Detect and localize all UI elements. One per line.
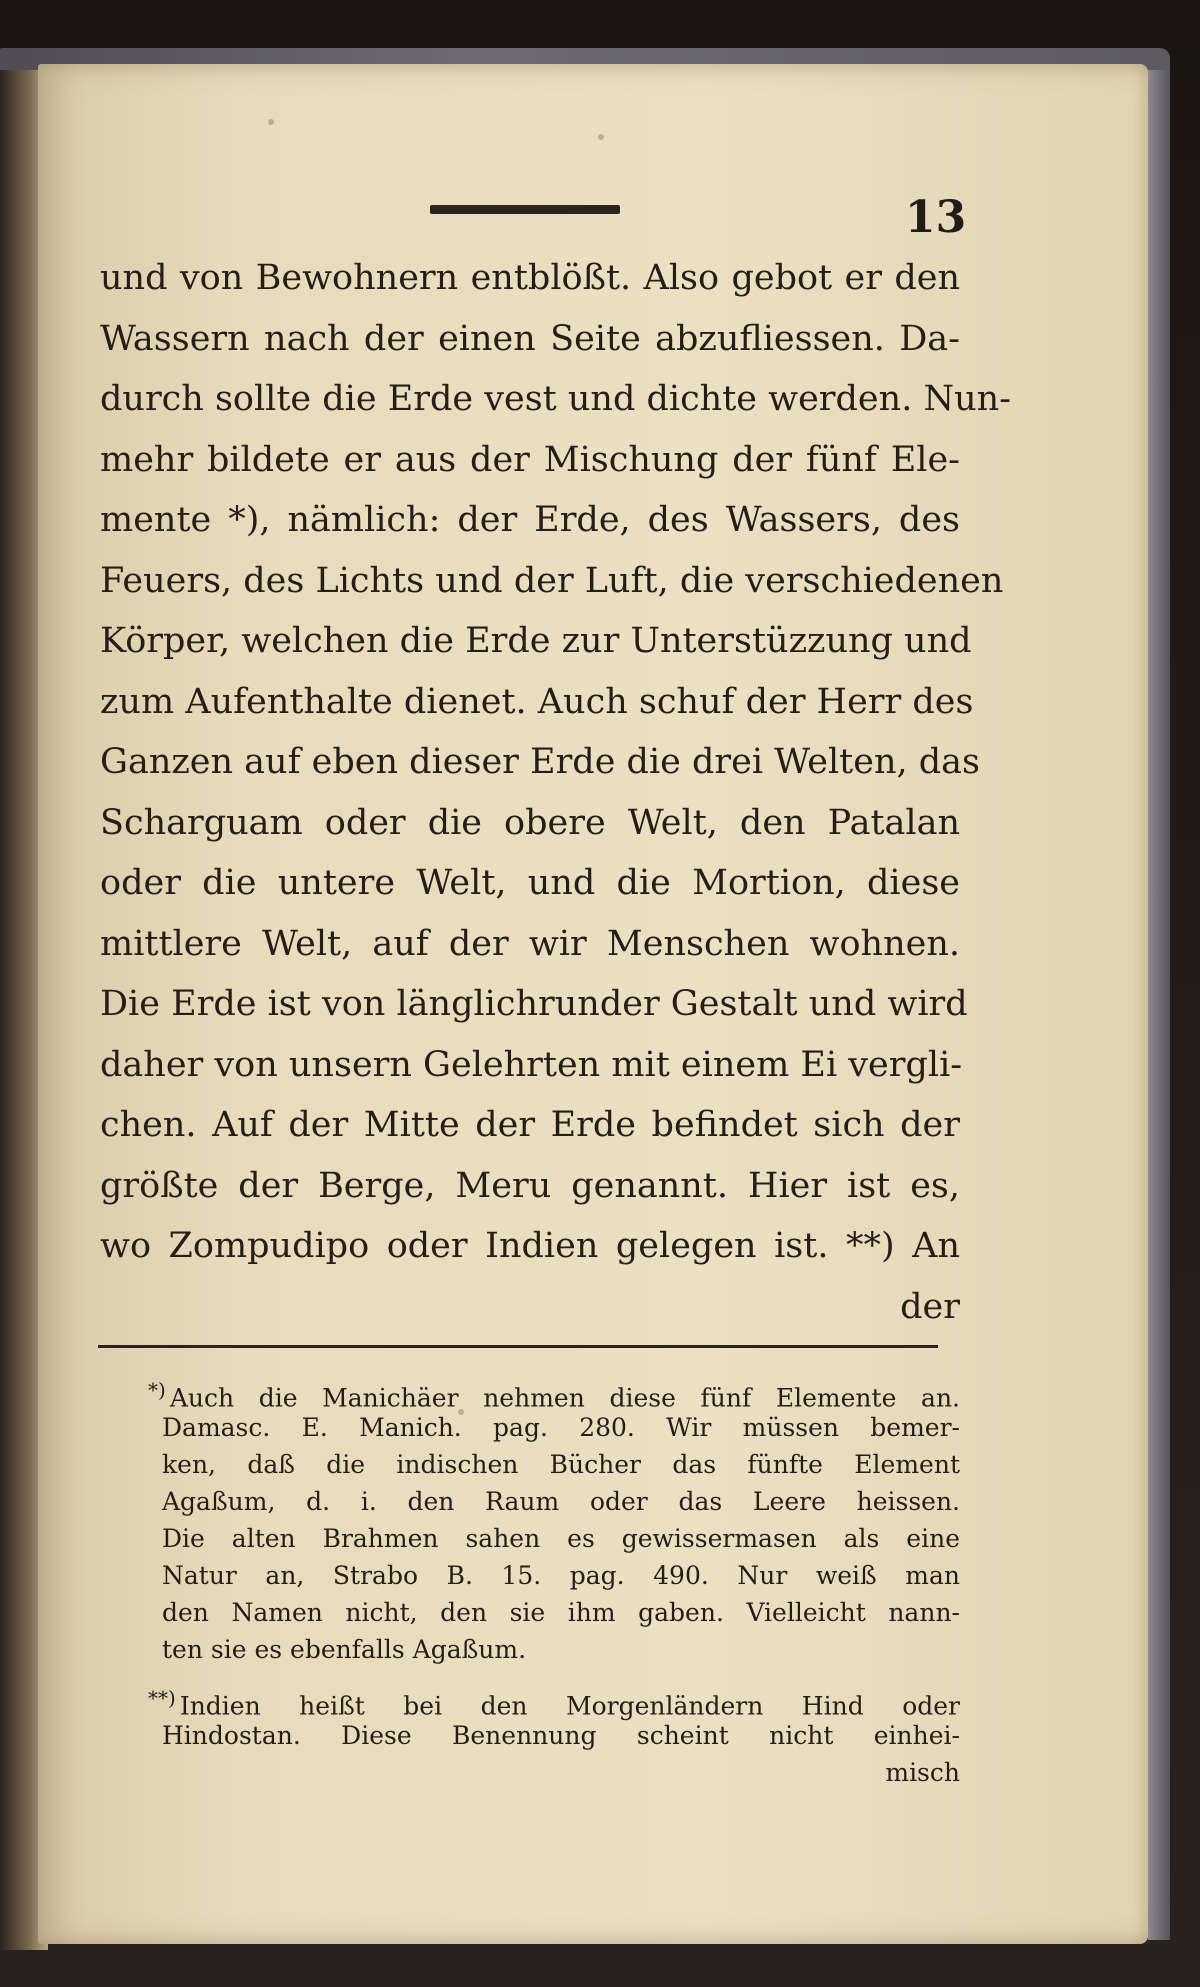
footnote-line xyxy=(100,1680,960,1721)
body-line: daher von unsern Gelehrten mit einem Ei vergli- xyxy=(100,1044,963,1085)
body-line: chen. Auf der Mitte der Erde befindet sich der xyxy=(100,1105,960,1145)
footnote-line: Hindostan. Diese Benennung scheint nicht einhei- xyxy=(162,1721,960,1750)
body-line: Scharguam oder die obere Welt, den Patalan xyxy=(100,802,960,843)
footnote-marker: **) xyxy=(148,1686,176,1710)
body-line: mittlere Welt, auf der wir Menschen wohnen. xyxy=(100,923,960,964)
body-line: Körper, welchen die Erde zur Unterstüzzung und xyxy=(100,621,972,661)
foxing-spot xyxy=(268,119,274,125)
footnote-separator xyxy=(98,1345,938,1348)
header-ornament-rule xyxy=(430,205,620,214)
catchword: der xyxy=(900,1286,960,1327)
body-text xyxy=(100,248,1011,1337)
body-line: oder die untere Welt, und die Mortion, diese xyxy=(100,863,960,903)
footnote-text: Indien heißt bei den Morgenländern Hind oder xyxy=(179,1691,960,1721)
footnote-line xyxy=(100,1372,960,1413)
body-line: durch sollte die Erde vest und dichte werden. Nun- xyxy=(100,379,1011,419)
footnote-1 xyxy=(100,1372,960,1668)
footnote-line: Die alten Brahmen sahen es gewissermasen als eine xyxy=(162,1524,960,1553)
footnote-marker: *) xyxy=(148,1378,166,1402)
footnote-line: Agaßum, d. i. den Raum oder das Leere heissen. xyxy=(162,1487,960,1516)
footnote-line: misch xyxy=(885,1758,960,1787)
body-line: wo Zompudipo oder Indien gelegen ist. **) An xyxy=(100,1226,960,1266)
body-line: Die Erde ist von länglichrunder Gestalt und wird xyxy=(100,984,968,1024)
body-line: Ganzen auf eben dieser Erde die drei Welten, das xyxy=(100,742,980,782)
body-line: Wassern nach der einen Seite abzufliessen. Da- xyxy=(100,318,960,359)
footnote-line: Damasc. E. Manich. pag. 280. Wir müssen bemer- xyxy=(162,1413,960,1442)
page-number: 13 xyxy=(905,192,967,243)
body-line: und von Bewohnern entblößt. Also gebot er den xyxy=(100,258,960,298)
footnote-2 xyxy=(100,1680,960,1791)
footnote-text: Auch die Manichäer nehmen diese fünf Elemente an. xyxy=(169,1383,960,1413)
footnote-line: ken, daß die indischen Bücher das fünfte Element xyxy=(162,1450,960,1479)
footnote-line: Natur an, Strabo B. 15. pag. 490. Nur weiß man xyxy=(162,1561,960,1590)
foxing-spot xyxy=(598,134,604,140)
footnote-line: den Namen nicht, den sie ihm gaben. Vielleicht nann- xyxy=(162,1598,960,1627)
body-line: mehr bildete er aus der Mischung der fünf Ele- xyxy=(100,439,960,480)
body-line: Feuers, des Lichts und der Luft, die verschiedenen xyxy=(100,560,1004,601)
footnotes xyxy=(100,1372,960,1803)
footnote-line: ten sie es ebenfalls Agaßum. xyxy=(162,1635,527,1664)
body-line: mente *), nämlich: der Erde, des Wassers, des xyxy=(100,500,960,540)
body-line: zum Aufenthalte dienet. Auch schuf der Herr des xyxy=(100,681,974,722)
body-line: größte der Berge, Meru genannt. Hier ist es, xyxy=(100,1165,960,1206)
cover-edge xyxy=(1148,70,1170,1940)
